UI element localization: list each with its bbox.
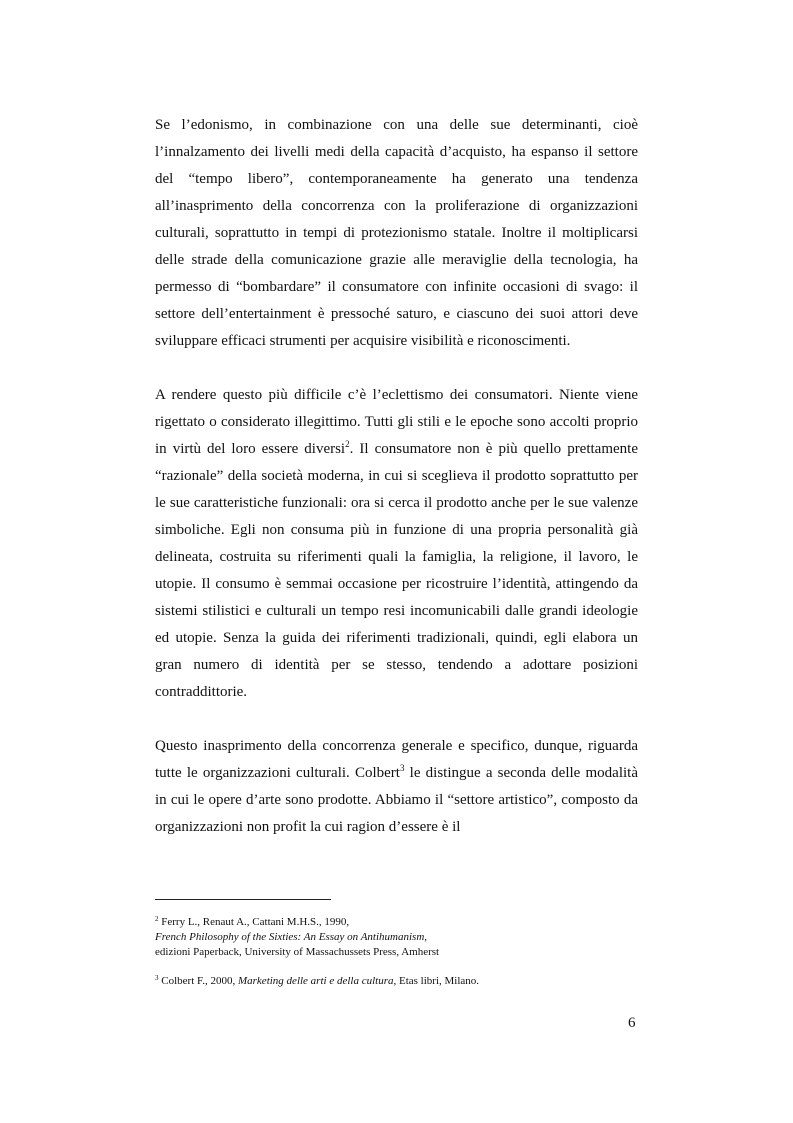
footnote-2-number: 2	[155, 915, 159, 923]
paragraph-2	[155, 382, 638, 706]
footnote-3-authors: Colbert F., 2000,	[161, 975, 238, 987]
footnote-reference-2: 2	[345, 439, 350, 449]
paragraph-2-text-before: A rendere questo più difficile c’è l’eclettismo dei consumatori. Niente viene rigettato o considerato illegittimo. Tutti gli stili e le epoche sono accolti proprio in virtù del loro essere diversi	[155, 387, 638, 457]
page-number: 6	[628, 1015, 636, 1031]
footnote-2-publisher: edizioni Paperback, University of Massachussets Press, Amherst	[155, 946, 440, 958]
paragraph-2-text-after: . Il consumatore non è più quello prettamente “razionale” della società moderna, in cui si sceglieva il prodotto soprattutto per le sue caratteristiche funzionali: ora si cerca il prodotto anche per le sue valenze simboliche. Egli non consuma più in funzione di una propria personalità già delineata, costruita su riferimenti quali la famiglia, la religione, il lavoro, le utopie. Il consumo è semmai occasione per ricostruire l’identità, attingendo da sistemi stilistici e culturali un tempo resi incomunicabili dalle grandi ideologie ed utopie. Senza la guida dei riferimenti tradizionali, quindi, egli elabora un gran numero di identità per se stesso, tendendo a adottare posizioni contraddittorie.	[155, 441, 638, 700]
footnote-3-publisher: , Etas libri, Milano.	[393, 975, 480, 987]
footnote-3-number: 3	[155, 974, 159, 982]
footnotes	[155, 915, 638, 989]
footnote-2	[155, 915, 638, 960]
paragraph-3-text-after: le distingue a seconda delle modalità in cui le opere d’arte sono prodotte. Abbiamo il “settore artistico”, composto da organizzazioni non profit la cui ragion d’essere è il	[155, 765, 638, 835]
paragraph-1	[155, 112, 638, 355]
footnote-2-line-1	[155, 915, 638, 930]
paragraph-3-text-before: Questo inasprimento della concorrenza generale e specifico, dunque, riguarda tutte le organizzazioni culturali. Colbert	[155, 738, 638, 781]
footnote-2-authors: Ferry L., Renaut A., Cattani M.H.S., 1990,	[161, 916, 350, 928]
paragraph-3	[155, 733, 638, 841]
paragraph-1-text: Se l’edonismo, in combinazione con una delle sue determinanti, cioè l’innalzamento dei livelli medi della capacità d’acquisto, ha espanso il settore del “tempo libero”, contemporaneamente ha generato una tendenza all’inasprimento della concorrenza con la proliferazione di organizzazioni culturali, soprattutto in tempi di protezionismo statale. Inoltre il moltiplicarsi delle strade della comunicazione grazie alle meraviglie della tecnologia, ha permesso di “bombardare” il consumatore con infinite occasioni di svago: il settore dell’entertainment è pressoché saturo, e ciascuno dei suoi attori deve sviluppare efficaci strumenti per acquisire visibilità e riconoscimenti.	[155, 117, 638, 349]
page-body	[155, 112, 638, 841]
footnote-reference-3: 3	[399, 763, 405, 773]
footnote-separator	[155, 899, 331, 900]
footnote-2-title: French Philosophy of the Sixties: An Essay on Antihumanism,	[155, 931, 428, 943]
footnote-3-title: Marketing delle arti e della cultura	[237, 975, 394, 987]
footnote-3	[155, 974, 638, 989]
